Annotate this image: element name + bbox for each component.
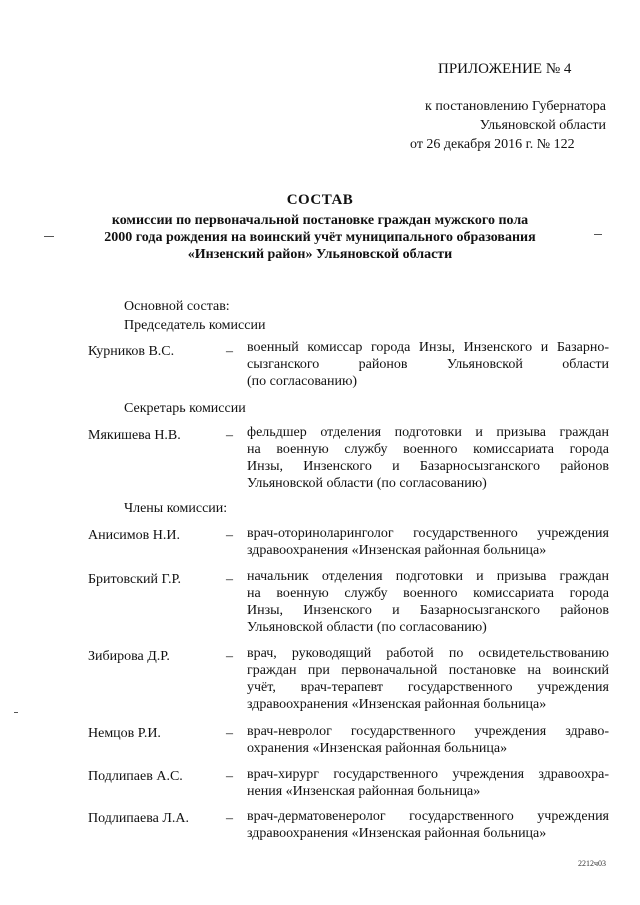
scan-speck: [44, 236, 54, 237]
description-line: здравоохранения «Инзенская районная больница»: [247, 826, 547, 841]
member-name: Подлипаева Л.А.: [88, 811, 189, 826]
scan-speck: [14, 712, 18, 713]
member-name: Курников В.С.: [88, 344, 175, 359]
description-line: на военную службу военного комиссариата города: [247, 442, 609, 457]
description-line: здравоохранения «Инзенская районная больница»: [247, 697, 547, 712]
description-line: граждан при первоначальной постановке на воинский: [247, 663, 609, 678]
member-dash: –: [226, 649, 233, 664]
description-line: здравоохранения «Инзенская районная больница»: [247, 543, 547, 558]
decree-date: от 26 декабря 2016 г. № 122: [410, 137, 575, 152]
appendix-number: ПРИЛОЖЕНИЕ № 4: [438, 61, 572, 77]
section-members: Члены комиссии:: [124, 501, 228, 516]
decree-reference-line-2: Ульяновской области: [479, 118, 606, 133]
description-line: охранения «Инзенская районная больница»: [247, 741, 508, 756]
member-description: [247, 525, 609, 559]
description-line: нения «Инзенская районная больница»: [247, 784, 481, 799]
description-line: врач-хирург государственного учреждения здравоохра-: [247, 767, 609, 782]
decree-reference-line-1: к постановлению Губернатора: [425, 99, 606, 114]
section-main-composition: Основной состав:: [124, 299, 230, 314]
subtitle-line-1: комиссии по первоначальной постановке граждан мужского пола: [111, 213, 529, 228]
description-line: врач-оториноларинголог государственного учреждения: [247, 526, 609, 541]
member-dash: –: [226, 769, 233, 784]
page-footer-code: 2212ч03: [578, 859, 607, 868]
description-line: (по согласованию): [247, 374, 358, 389]
description-line: Ульяновской области (по согласованию): [247, 476, 487, 491]
description-line: сызганского районов Ульяновской области: [247, 357, 609, 372]
member-description: [247, 723, 609, 757]
member-dash: –: [226, 572, 233, 587]
description-line: Ульяновской области (по согласованию): [247, 620, 487, 635]
member-dash: –: [226, 344, 233, 359]
description-line: Инзы, Инзенского и Базарносызганского районов: [247, 459, 609, 474]
description-line: врач-невролог государственного учреждения здраво-: [247, 724, 609, 739]
description-line: начальник отделения подготовки и призыва граждан: [247, 569, 609, 584]
description-line: на военную службу военного комиссариата города: [247, 586, 609, 601]
description-line: фельдшер отделения подготовки и призыва граждан: [247, 425, 609, 440]
member-description: [247, 766, 609, 800]
member-dash: –: [226, 428, 233, 443]
document-title: СОСТАВ: [286, 192, 354, 208]
member-description: [247, 568, 609, 636]
member-name: Зибирова Д.Р.: [88, 649, 170, 664]
description-line: Инзы, Инзенского и Базарносызганского районов: [247, 603, 609, 618]
member-description: [247, 339, 609, 390]
section-chairman: Председатель комиссии: [124, 318, 266, 333]
member-description: [247, 645, 609, 713]
document-subtitle: [60, 212, 580, 263]
member-name: Мякишева Н.В.: [88, 428, 181, 443]
member-name: Бритовский Г.Р.: [88, 572, 182, 587]
section-secretary: Секретарь комиссии: [124, 401, 246, 416]
description-line: врач-дерматовенеролог государственного учреждения: [247, 809, 609, 824]
member-description: [247, 808, 609, 842]
member-dash: –: [226, 528, 233, 543]
description-line: военный комиссар города Инзы, Инзенского и Базарно-: [247, 340, 609, 355]
member-dash: –: [226, 726, 233, 741]
member-name: Анисимов Н.И.: [88, 528, 180, 543]
scan-speck: [594, 234, 602, 235]
description-line: врач, руководящий работой по освидетельствованию: [247, 646, 609, 661]
member-name: Подлипаев А.С.: [88, 769, 183, 784]
subtitle-line-3: «Инзенский район» Ульяновской области: [187, 247, 453, 262]
member-name: Немцов Р.И.: [88, 726, 161, 741]
description-line: учёт, врач-терапевт государственного учреждения: [247, 680, 609, 695]
decree-reference: [388, 97, 606, 135]
subtitle-line-2: 2000 года рождения на воинский учёт муниципального образования: [104, 230, 536, 245]
member-description: [247, 424, 609, 492]
member-dash: –: [226, 811, 233, 826]
